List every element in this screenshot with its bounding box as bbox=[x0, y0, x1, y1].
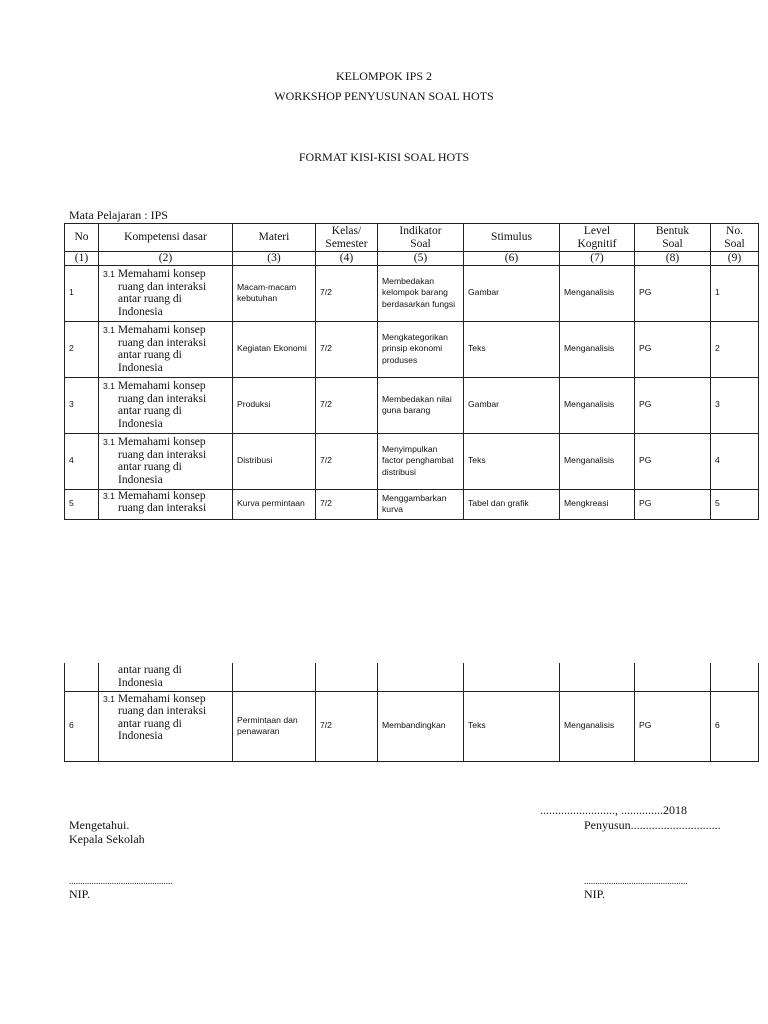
column-number: (3) bbox=[233, 252, 316, 266]
bentuk-line2: Soal bbox=[662, 237, 683, 250]
table-row-continued bbox=[65, 663, 759, 691]
cell-bentuk: PG bbox=[635, 321, 711, 377]
kd-prefix: 3.1 bbox=[103, 381, 115, 391]
cell-bentuk: PG bbox=[635, 489, 711, 519]
table-row bbox=[65, 377, 759, 433]
cell-kd bbox=[99, 663, 233, 691]
cell-bentuk: PG bbox=[635, 265, 711, 321]
column-number: (4) bbox=[316, 252, 378, 266]
kepala-sekolah-label: Kepala Sekolah bbox=[69, 832, 145, 846]
column-number: (8) bbox=[635, 252, 711, 266]
cell-indikator bbox=[378, 663, 464, 691]
kd-line: Indonesia bbox=[118, 361, 163, 374]
cell-nosoal bbox=[711, 663, 759, 691]
cell-nosoal: 5 bbox=[711, 489, 759, 519]
col-header-indikator bbox=[378, 224, 464, 252]
kd-line: ruang dan interaksi bbox=[118, 502, 207, 514]
table-row bbox=[65, 321, 759, 377]
cell-kelas: 7/2 bbox=[316, 433, 378, 489]
kd-line: ruang dan interaksi bbox=[118, 392, 207, 405]
cell-kd bbox=[99, 377, 233, 433]
kd-prefix: 3.1 bbox=[103, 325, 115, 335]
cell-indikator: Membedakan nilai guna barang bbox=[378, 377, 464, 433]
cell-stimulus: Tabel dan grafik bbox=[464, 489, 560, 519]
table-row bbox=[65, 691, 759, 761]
cell-bentuk: PG bbox=[635, 691, 711, 761]
kd-line: Indonesia bbox=[118, 676, 163, 689]
cell-materi bbox=[233, 663, 316, 691]
indikator-line2: Soal bbox=[410, 237, 431, 250]
date-line: ........................., ..............2018 bbox=[540, 803, 687, 817]
nosoal-line2: Soal bbox=[724, 237, 745, 250]
header-row bbox=[65, 224, 759, 252]
kd-line: Memahami konsep bbox=[117, 380, 206, 392]
col-header-kd: Kompetensi dasar bbox=[99, 224, 233, 252]
cell-materi: Permintaan dan penawaran bbox=[233, 691, 316, 761]
col-header-stimulus: Stimulus bbox=[464, 224, 560, 252]
kd-prefix: 3.1 bbox=[103, 693, 115, 704]
cell-kd bbox=[99, 691, 233, 761]
cell-indikator: Membandingkan bbox=[378, 691, 464, 761]
cell-level: Menganalisis bbox=[560, 377, 635, 433]
col-header-bentuk bbox=[635, 224, 711, 252]
cell-materi: Produksi bbox=[233, 377, 316, 433]
kd-prefix: 3.1 bbox=[103, 269, 115, 279]
kd-line: ruang dan interaksi bbox=[118, 705, 207, 717]
cell-materi: Distribusi bbox=[233, 433, 316, 489]
col-header-level bbox=[560, 224, 635, 252]
cell-indikator: Mengkategorikan prinsip ekonomi produses bbox=[378, 321, 464, 377]
kisi-kisi-table-continued bbox=[64, 663, 759, 762]
subject-label: Mata Pelajaran : IPS bbox=[69, 208, 168, 222]
cell-no: 1 bbox=[65, 265, 99, 321]
cell-level: Menganalisis bbox=[560, 691, 635, 761]
kd-line: Memahami konsep bbox=[117, 489, 206, 502]
column-number: (9) bbox=[711, 252, 759, 266]
cell-stimulus: Teks bbox=[464, 433, 560, 489]
kd-line: ruang dan interaksi bbox=[118, 280, 207, 293]
cell-nosoal: 2 bbox=[711, 321, 759, 377]
cell-indikator: Membedakan kelompok barang berdasarkan fungsi bbox=[378, 265, 464, 321]
nip-left-label: NIP. bbox=[69, 887, 91, 901]
kd-prefix: 3.1 bbox=[103, 437, 115, 447]
penyusun-label: Penyusun.............................. bbox=[584, 818, 721, 832]
signature-line-right: .............................................. bbox=[584, 876, 688, 886]
cell-kd bbox=[99, 433, 233, 489]
cell-stimulus: Teks bbox=[464, 321, 560, 377]
kd-line: antar ruang di bbox=[118, 293, 182, 305]
kd-line: antar ruang di bbox=[118, 405, 182, 417]
cell-kelas: 7/2 bbox=[316, 377, 378, 433]
column-number-row bbox=[65, 252, 759, 266]
cell-stimulus: Teks bbox=[464, 691, 560, 761]
cell-indikator: Menggambarkan kurva bbox=[378, 489, 464, 519]
level-line2: Kognitif bbox=[577, 237, 617, 250]
cell-level: Menganalisis bbox=[560, 265, 635, 321]
kd-line: Indonesia bbox=[118, 305, 163, 318]
cell-materi: Kegiatan Ekonomi bbox=[233, 321, 316, 377]
column-number: (7) bbox=[560, 252, 635, 266]
column-number: (2) bbox=[99, 252, 233, 266]
kisi-kisi-table bbox=[64, 223, 759, 520]
group-title: KELOMPOK IPS 2 bbox=[335, 69, 432, 83]
cell-stimulus: Gambar bbox=[464, 377, 560, 433]
cell-level: Menganalisis bbox=[560, 433, 635, 489]
column-number: (5) bbox=[378, 252, 464, 266]
table-row bbox=[65, 433, 759, 489]
level-line1: Level bbox=[583, 225, 611, 237]
table-row bbox=[65, 265, 759, 321]
kd-line: antar ruang di bbox=[118, 717, 182, 730]
cell-kelas: 7/2 bbox=[316, 265, 378, 321]
cell-stimulus: Gambar bbox=[464, 265, 560, 321]
kd-line: Indonesia bbox=[118, 473, 163, 486]
kd-line: Indonesia bbox=[118, 730, 163, 742]
kelas-line2: Semester bbox=[325, 237, 368, 250]
kelas-line1: Kelas/ bbox=[331, 225, 362, 237]
cell-indikator: Menyimpulkan factor penghambat distribusi bbox=[378, 433, 464, 489]
cell-stimulus bbox=[464, 663, 560, 691]
cell-nosoal: 6 bbox=[711, 691, 759, 761]
cell-no: 6 bbox=[65, 691, 99, 761]
cell-no: 5 bbox=[65, 489, 99, 519]
cell-no: 2 bbox=[65, 321, 99, 377]
kd-line: ruang dan interaksi bbox=[118, 448, 207, 461]
nosoal-line1: No. bbox=[726, 225, 743, 237]
cell-no: 4 bbox=[65, 433, 99, 489]
cell-nosoal: 3 bbox=[711, 377, 759, 433]
cell-level bbox=[560, 663, 635, 691]
kd-line: antar ruang di bbox=[118, 664, 182, 677]
cell-no: 3 bbox=[65, 377, 99, 433]
cell-kd bbox=[99, 321, 233, 377]
cell-bentuk: PG bbox=[635, 377, 711, 433]
kd-line: Indonesia bbox=[118, 417, 163, 430]
cell-nosoal: 1 bbox=[711, 265, 759, 321]
bentuk-line1: Bentuk bbox=[655, 225, 690, 237]
cell-kelas: 7/2 bbox=[316, 691, 378, 761]
kd-line: Memahami konsep bbox=[117, 692, 206, 705]
cell-level: Menganalisis bbox=[560, 321, 635, 377]
mengetahui-label: Mengetahui. bbox=[69, 818, 130, 832]
kd-line: Memahami konsep bbox=[117, 268, 206, 280]
nip-right-label: NIP. bbox=[584, 887, 606, 901]
cell-kelas: 7/2 bbox=[316, 321, 378, 377]
kd-line: antar ruang di bbox=[118, 349, 182, 361]
kd-prefix: 3.1 bbox=[103, 490, 115, 501]
col-header-materi: Materi bbox=[233, 224, 316, 252]
kd-line: antar ruang di bbox=[118, 461, 182, 473]
signature-line-left: .............................................. bbox=[69, 876, 173, 886]
cell-materi: Kurva permintaan bbox=[233, 489, 316, 519]
cell-kd bbox=[99, 489, 233, 519]
workshop-title: WORKSHOP PENYUSUNAN SOAL HOTS bbox=[274, 89, 494, 103]
cell-bentuk: PG bbox=[635, 433, 711, 489]
cell-nosoal: 4 bbox=[711, 433, 759, 489]
column-number: (6) bbox=[464, 252, 560, 266]
indikator-line1: Indikator bbox=[399, 225, 442, 237]
cell-kelas bbox=[316, 663, 378, 691]
column-number: (1) bbox=[65, 252, 99, 266]
cell-kd bbox=[99, 265, 233, 321]
table-row bbox=[65, 489, 759, 519]
col-header-kelas bbox=[316, 224, 378, 252]
kd-line: ruang dan interaksi bbox=[118, 336, 207, 349]
kd-line: Memahami konsep bbox=[117, 324, 206, 336]
cell-bentuk bbox=[635, 663, 711, 691]
cell-no bbox=[65, 663, 99, 691]
format-title: FORMAT KISI-KISI SOAL HOTS bbox=[298, 150, 470, 164]
cell-kelas: 7/2 bbox=[316, 489, 378, 519]
col-header-nosoal bbox=[711, 224, 759, 252]
cell-materi: Macam-macam kebutuhan bbox=[233, 265, 316, 321]
cell-level: Mengkreasi bbox=[560, 489, 635, 519]
col-header-no: No bbox=[65, 224, 99, 252]
kd-line: Memahami konsep bbox=[117, 436, 206, 448]
